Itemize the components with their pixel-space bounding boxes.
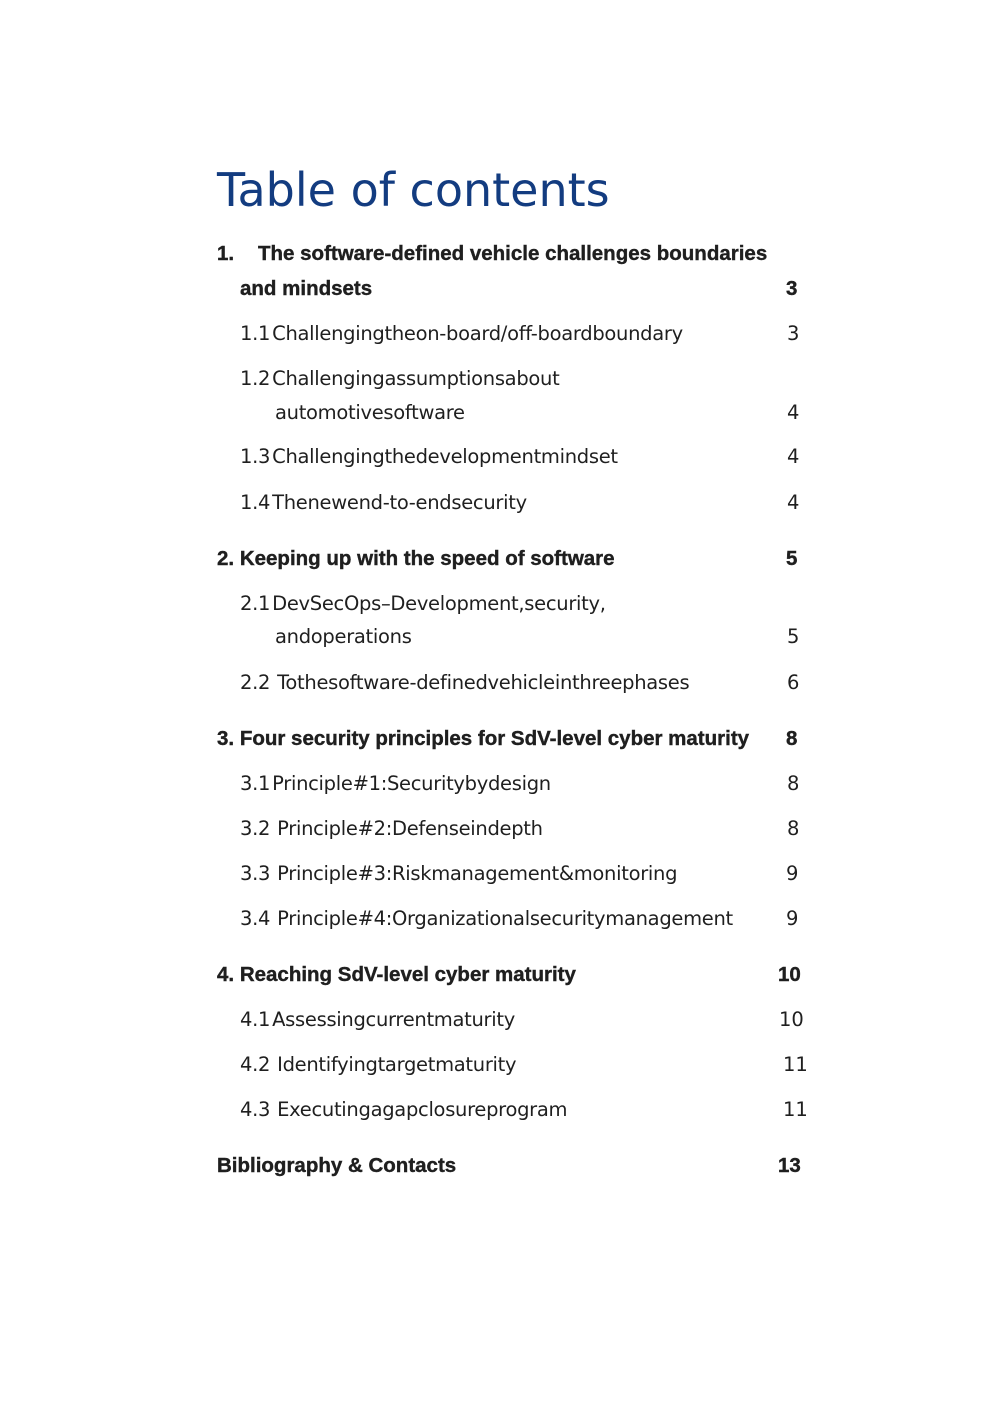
subsection-title: Identifyingtargetmaturity	[277, 1053, 517, 1076]
subsection-number: 3.3	[240, 862, 271, 885]
toc-subsection-1-3[interactable]	[240, 444, 618, 470]
section-page-number: 5	[786, 547, 798, 570]
subsection-number: 2.2	[240, 671, 271, 694]
section-title: Reaching SdV-level cyber maturity	[239, 963, 576, 986]
subsection-title: Principle#2:Defenseindepth	[277, 817, 543, 840]
subsection-number: 2.1	[240, 592, 271, 615]
subsection-page-number: 3	[787, 322, 800, 345]
section-page-number: 3	[786, 277, 798, 300]
subsection-page-number: 8	[787, 817, 800, 840]
toc-section-2[interactable]	[217, 546, 615, 572]
section-number: 1.	[217, 242, 235, 265]
section-title: Keeping up with the speed of software	[239, 547, 615, 570]
subsection-number: 1.1	[240, 322, 271, 345]
subsection-title: Principle#1:Securitybydesign	[272, 772, 551, 795]
subsection-number: 3.2	[240, 817, 271, 840]
subsection-number: 1.4	[240, 491, 271, 514]
subsection-title: Challengingthedevelopmentmindset	[272, 445, 618, 468]
section-number: 4.	[217, 963, 235, 986]
toc-subsection-3-2[interactable]	[240, 816, 543, 842]
subsection-page-number: 8	[787, 772, 800, 795]
section-title-line1: The software-defined vehicle challenges boundaries	[258, 242, 768, 265]
subsection-title: Principle#4:Organizationalsecuritymanagement	[277, 907, 733, 930]
toc-section-3[interactable]	[217, 726, 749, 752]
subsection-title-line1: Challengingassumptionsabout	[272, 367, 560, 390]
section-page-number: 8	[786, 727, 798, 750]
toc-subsection-4-3[interactable]	[240, 1097, 567, 1123]
subsection-page-number: 5	[787, 625, 800, 648]
subsection-title: Assessingcurrentmaturity	[272, 1008, 515, 1031]
subsection-number: 4.3	[240, 1098, 271, 1121]
subsection-title: Tothesoftware-definedvehicleinthreephases	[277, 671, 690, 694]
toc-subsection-1-2[interactable]	[240, 366, 559, 392]
section-number: 2.	[217, 547, 235, 570]
subsection-title: Principle#3:Riskmanagement&monitoring	[277, 862, 678, 885]
subsection-page-number: 4	[787, 445, 800, 468]
subsection-page-number: 10	[779, 1008, 804, 1031]
subsection-number: 4.2	[240, 1053, 271, 1076]
subsection-title-line2[interactable]: andoperations	[275, 625, 412, 648]
subsection-number: 3.1	[240, 772, 271, 795]
subsection-page-number: 4	[787, 401, 800, 424]
subsection-page-number: 11	[783, 1098, 808, 1121]
subsection-page-number: 9	[786, 862, 799, 885]
section-page-number: 10	[778, 963, 801, 986]
subsection-title-line2[interactable]: automotivesoftware	[275, 401, 465, 424]
toc-subsection-1-4[interactable]	[240, 490, 527, 516]
section-number: 3.	[217, 727, 235, 750]
toc-subsection-4-2[interactable]	[240, 1052, 516, 1078]
toc-section-4[interactable]	[217, 962, 576, 988]
subsection-title: Challengingtheon-board/off-boardboundary	[272, 322, 683, 345]
page-title: Table of contents	[217, 163, 610, 217]
toc-bibliography[interactable]: Bibliography & Contacts	[217, 1154, 457, 1177]
toc-subsection-2-2[interactable]	[240, 670, 689, 696]
toc-subsection-4-1[interactable]	[240, 1007, 515, 1033]
toc-subsection-3-3[interactable]	[240, 861, 677, 887]
subsection-number: 3.4	[240, 907, 271, 930]
subsection-title: Executingagapclosureprogram	[277, 1098, 568, 1121]
subsection-number: 1.2	[240, 367, 271, 390]
toc-subsection-3-1[interactable]	[240, 771, 551, 797]
subsection-title: Thenewend-to-endsecurity	[272, 491, 527, 514]
subsection-page-number: 6	[787, 671, 800, 694]
subsection-number: 1.3	[240, 445, 271, 468]
subsection-page-number: 11	[783, 1053, 808, 1076]
subsection-title-line1: DevSecOps–Development,security,	[272, 592, 606, 615]
subsection-page-number: 4	[787, 491, 800, 514]
toc-subsection-2-1[interactable]	[240, 591, 606, 617]
toc-subsection-3-4[interactable]	[240, 906, 733, 932]
toc-section-1[interactable]	[217, 241, 767, 267]
section-title: Four security principles for SdV-level cyber maturity	[239, 727, 750, 750]
section-title-line2[interactable]: and mindsets	[240, 277, 373, 300]
bibliography-page-number: 13	[778, 1154, 801, 1177]
subsection-number: 4.1	[240, 1008, 271, 1031]
subsection-page-number: 9	[786, 907, 799, 930]
toc-subsection-1-1[interactable]	[240, 321, 683, 347]
